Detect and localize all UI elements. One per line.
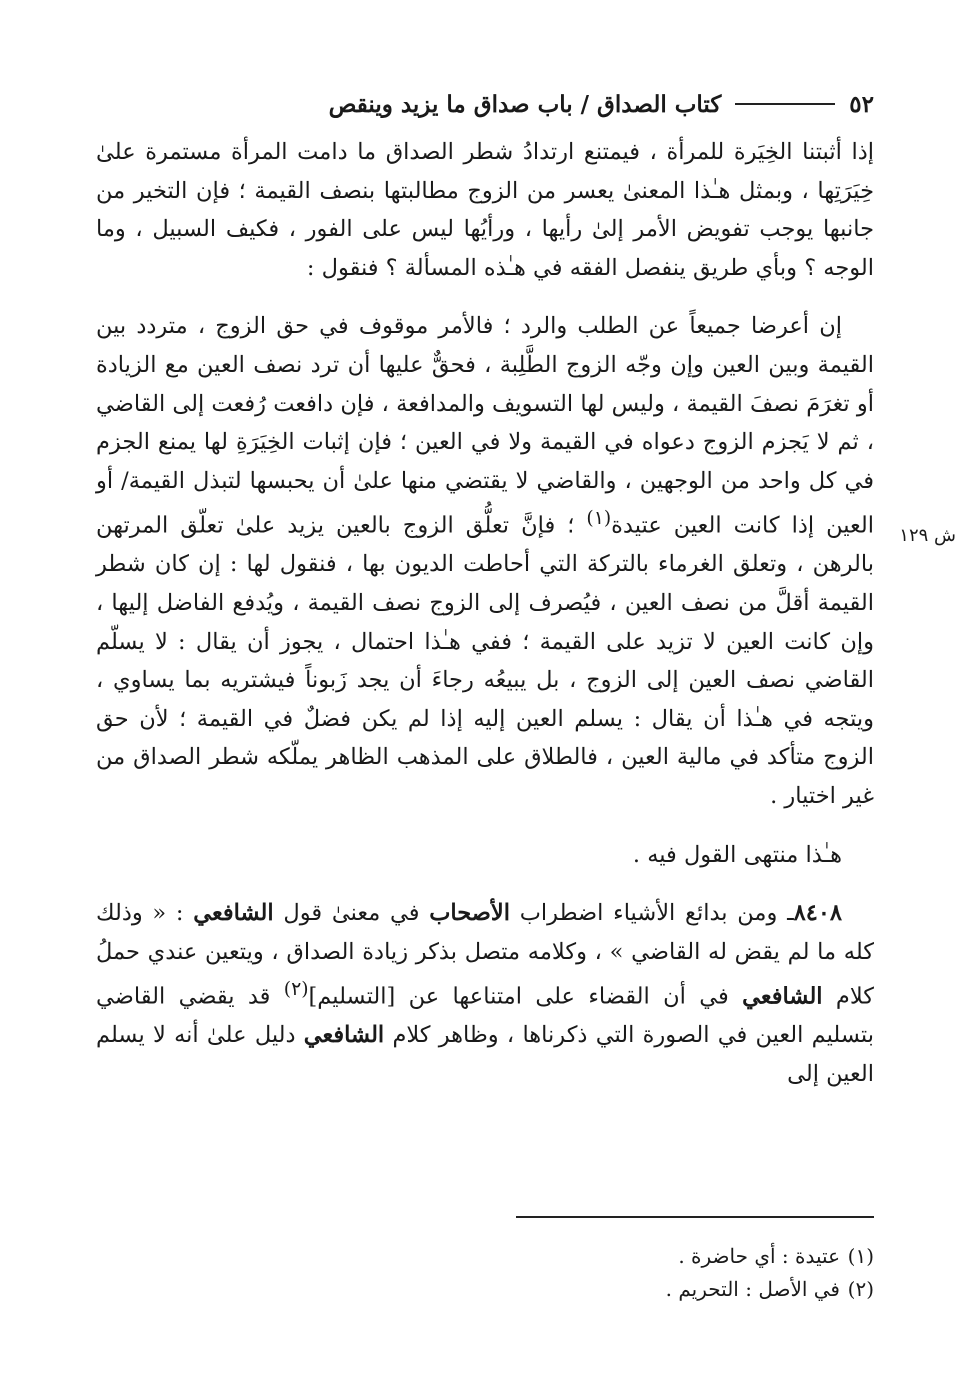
footnote-2 xyxy=(500,1273,874,1306)
paragraph-2-text: إن أعرضا جميعاً عن الطلب والرد ؛ فالأمر موقوف في حق الزوج ، متردد بين القيمة وبين العين وإن وجّه الزوج الطَّلِبة ، فحقٌّ عليها أن ترد نصف العين مع الزيادة أو تغرَمَ نصفَ القيمة ، وليس لها التسويف والمدافعة ، فإن دافعت رُفعت إلى القاضي ، ثم لا يَجزم الزوج دعواه في القيمة ولا في العين ؛ فإن إثبات الخِيَرَةِ لها يمنع الجزم في كل واحد من الوجهين ، والقاضي لا يقتضي منها علىٰ أن يحبسها لتبذل القيمة/ أو العين إذا كانت العين عتيدة xyxy=(96,313,875,539)
p4-bold-shafii-1: الشافعي xyxy=(193,900,274,927)
footnote-2-number: (٢) xyxy=(847,1277,874,1301)
paragraph-1 xyxy=(96,133,874,287)
footnote-1-number: (١) xyxy=(847,1244,874,1268)
p4-bold-shafii-2: الشافعي xyxy=(742,983,823,1010)
paragraph-3 xyxy=(96,836,874,875)
header-rule xyxy=(735,103,835,105)
p4-part-j: دليل علىٰ أنه لا يسلم العين إلى xyxy=(96,1022,874,1088)
footnote-2-text: في الأصل : التحريم . xyxy=(665,1277,840,1301)
p4-bold-shafii-3: الشافعي xyxy=(303,1022,385,1049)
paragraph-1-text: إذا أثبتنا الخِيَرة للمرأة ، فيمتنع ارتدادُ شطر الصداق ما دامت المرأة مستمرة علىٰ خِيَرَتِها ، وبمثل هـٰذا المعنىٰ يعسر من الزوج مطالبتها بنصف القيمة ؛ فإن التخير من جانبها يوجب تفويض الأمر إلىٰ رأيها ، ورأيُها ليس على الفور ، فكيف السبيل ، وما الوجه ؟ وبأي طريق ينفصل الفقه في هـٰذه المسألة ؟ فنقول : xyxy=(96,139,874,281)
footnote-1 xyxy=(500,1240,874,1273)
page-number: ٥٢ xyxy=(849,90,874,118)
p4-part-h: قد يقضي القاضي بتسليم العين في الصورة التي ذكرناها ، وظاهر كلام xyxy=(96,983,874,1049)
paragraph-2 xyxy=(96,307,874,815)
page-header xyxy=(96,84,874,124)
paragraph-4 xyxy=(96,894,874,1093)
p4-bold-ashab: الأصحاب xyxy=(429,900,510,927)
p4-part-a: ـ ومن بدائع الأشياء اضطراب xyxy=(510,900,794,927)
footnotes xyxy=(500,1240,874,1306)
paragraph-2-continuation: ؛ فإنَّ تعلُّق الزوج بالعين يزيد علىٰ تعلّق المرتهن بالرهن ، وتعلق الغرماء بالتركة التي أحاطت الديون بها ، فنقول لها : إن كان شطر القيمة أقلَّ من نصف العين ، فيُصرف إلى الزوج نصف القيمة ، ويُدفع الفاضل إليها ، وإن كانت العين لا تزيد على القيمة ؛ ففي هـٰذا احتمال ، يجوز أن يقال : لا يسلّم القاضي نصف العين إلى الزوج ، بل يبيعُه رجاءَ أن يجد زَبوناً فيشتريه بما يساوي ، ويتجه في هـٰذا أن يقال : يسلم العين إليه إذا لم يكن فضلٌ في القيمة ؛ لأن حق الزوج متأكد في مالية العين ، فالطلاق على المذهب الظاهر يملّكه شطر الصداق من غير اختيار . xyxy=(96,512,874,809)
margin-page-reference: ش ١٢٩ xyxy=(899,525,956,546)
p4-part-c: في معنىٰ قول xyxy=(273,900,430,927)
footnote-1-text: عتيدة : أي حاضرة . xyxy=(678,1244,840,1268)
running-title: كتاب الصداق / باب صداق ما يزيد وينقص xyxy=(328,90,722,118)
section-number: ٨٤٠٨ xyxy=(793,900,843,927)
paragraph-3-text: هـٰذا منتهى القول فيه . xyxy=(632,841,842,868)
main-text xyxy=(96,133,874,1094)
footnote-separator xyxy=(516,1216,874,1218)
footnote-ref-2: (٢) xyxy=(283,979,309,1001)
p4-part-g: في أن القضاء على امتناعها عن [التسليم] xyxy=(308,983,743,1010)
footnote-ref-1: (١) xyxy=(586,508,612,530)
p4-part-e: : « وذلك كله ما لم يقض له القاضي » ، وكلامه متصل بذكر زيادة الصداق ، ويتعين عندي حملُ كلام xyxy=(96,900,874,1010)
